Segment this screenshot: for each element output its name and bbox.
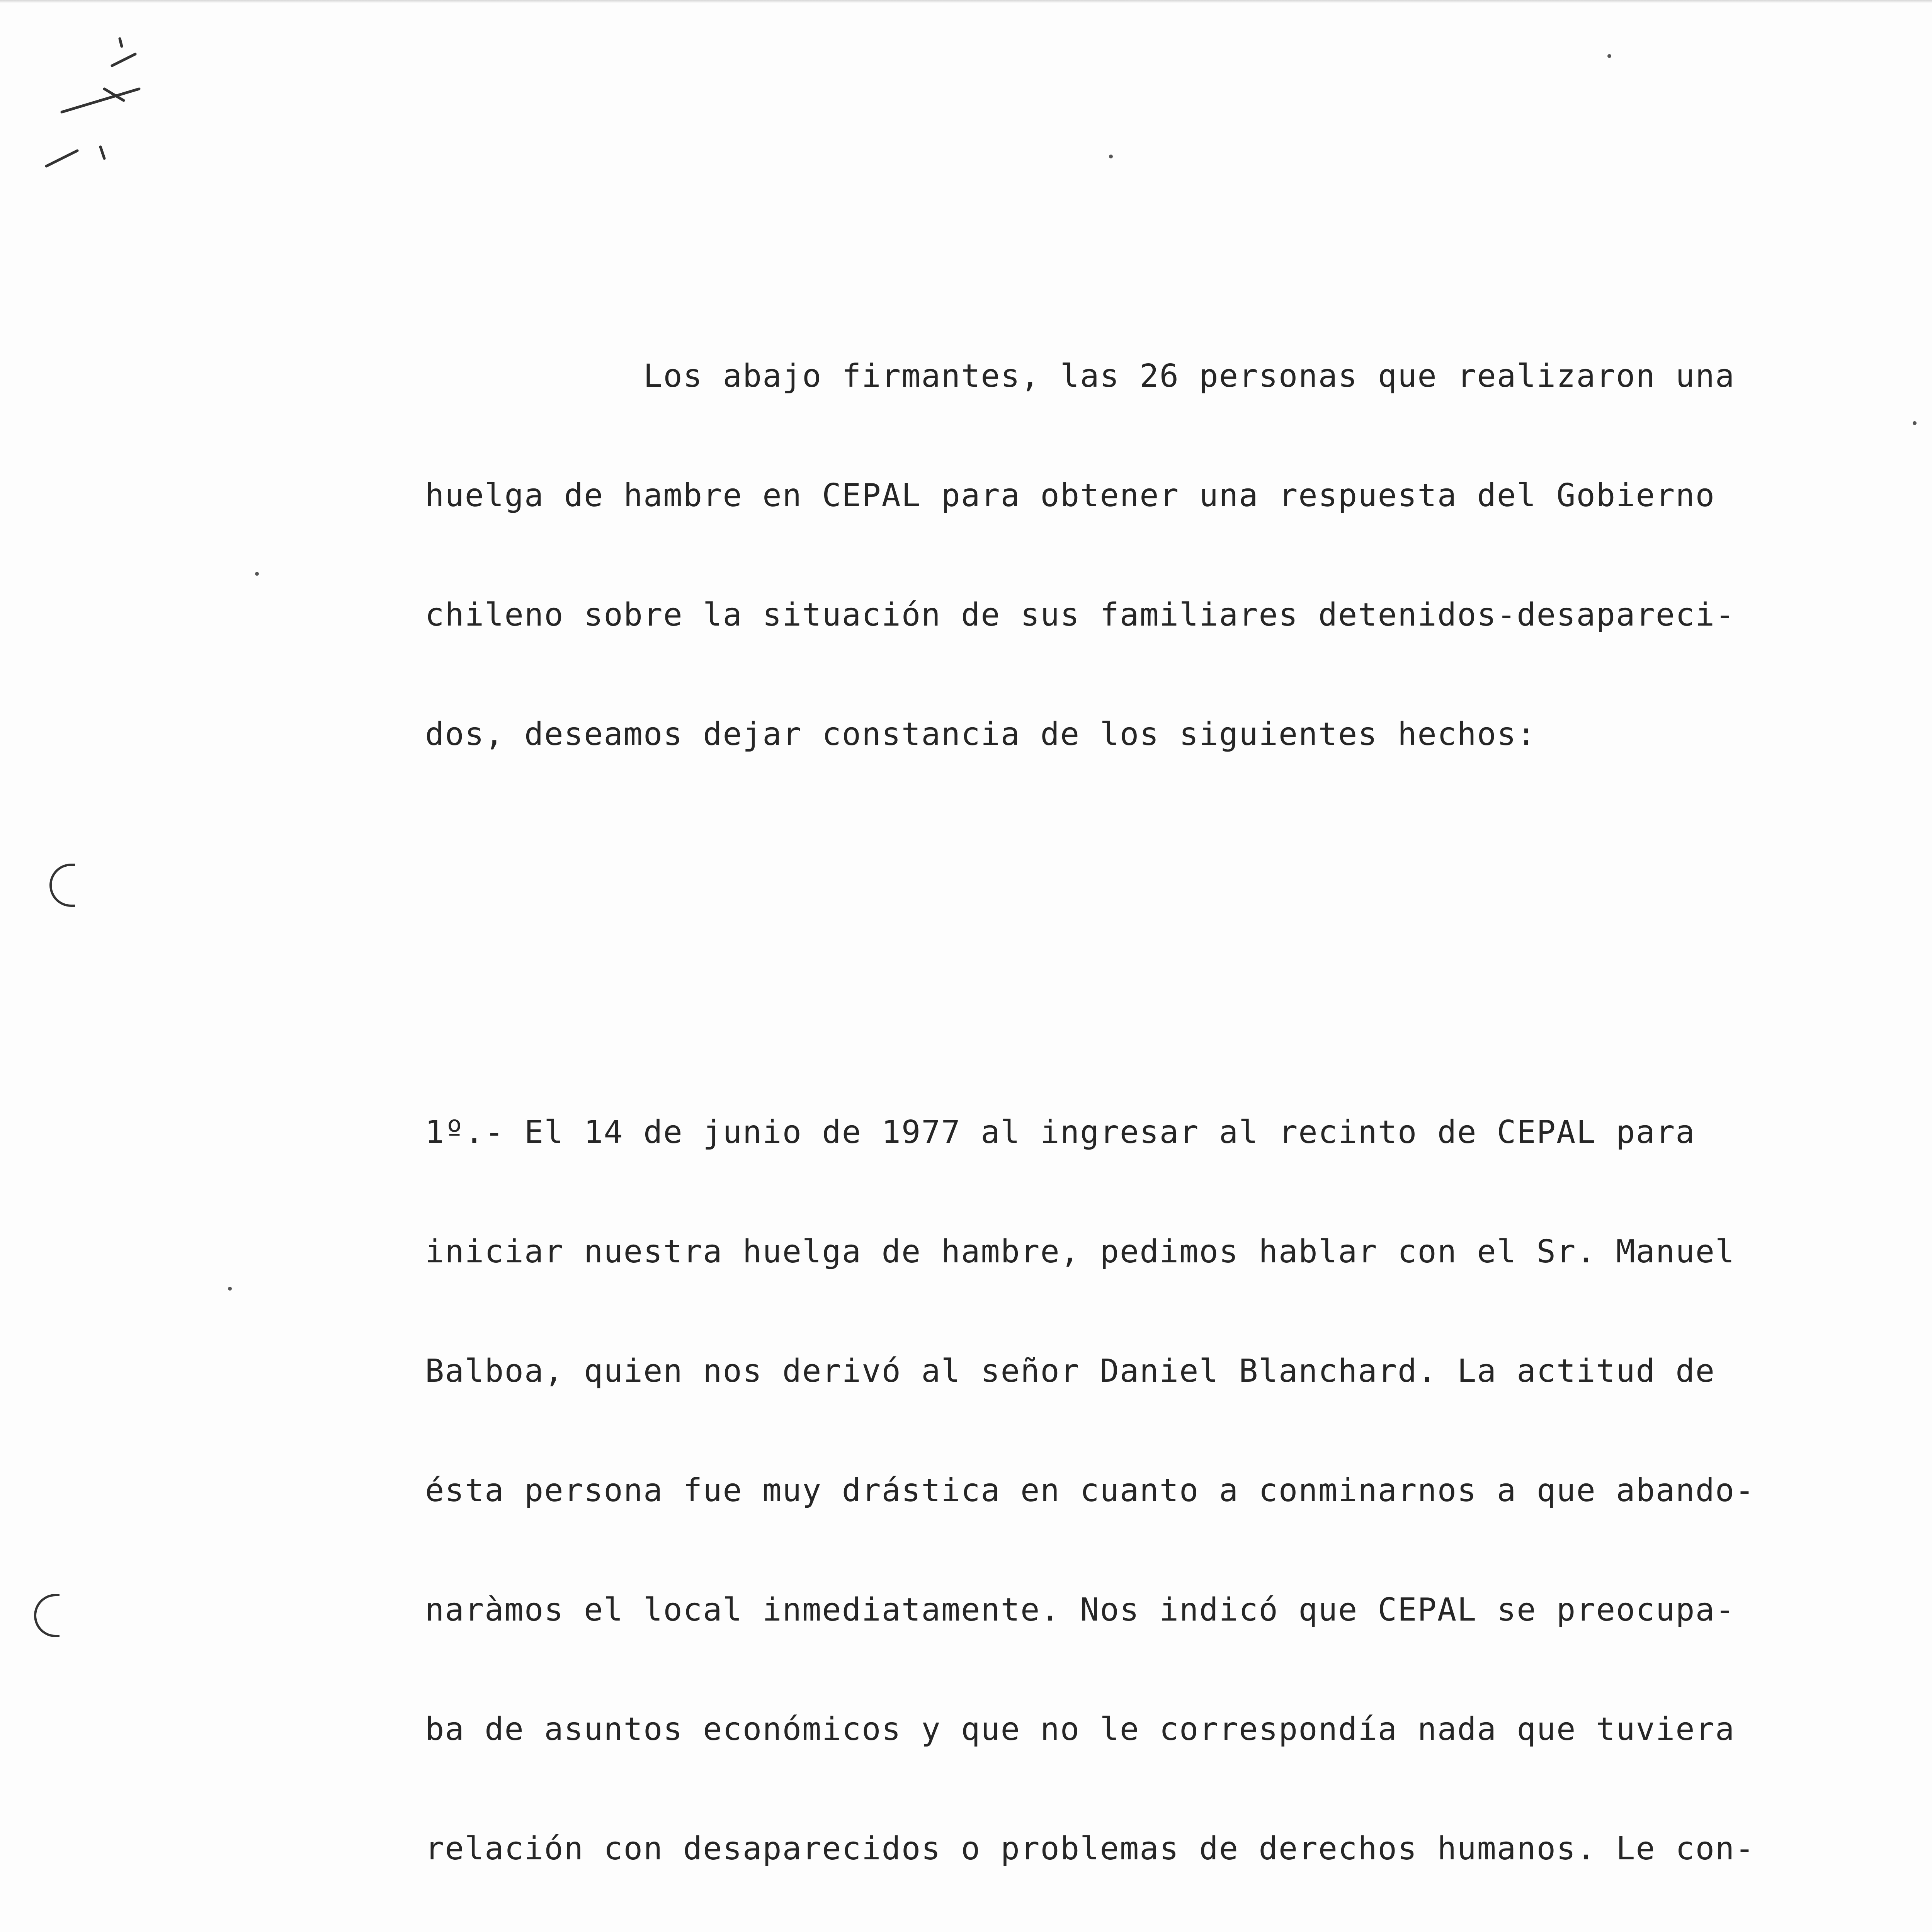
text-line: naràmos el local inmediatamente. Nos indicó que CEPAL se preocupa-	[425, 1592, 1735, 1628]
paragraph-intro	[425, 277, 1932, 834]
text-line: huelga de hambre en CEPAL para obtener una respuesta del Gobierno	[425, 477, 1715, 514]
pen-scribble-mark	[23, 31, 147, 170]
text-line: ésta persona fue muy drástica en cuanto a conminarnos a que abando-	[425, 1472, 1755, 1509]
letter-body	[425, 197, 1932, 1932]
scan-speck	[255, 572, 259, 576]
scan-speck	[228, 1287, 232, 1291]
text-line: chileno sobre la situación de sus familiares detenidos-desapareci-	[425, 597, 1735, 633]
scan-bracket-mark	[34, 1594, 60, 1637]
scan-bracket-mark	[49, 864, 75, 907]
paragraph-point-1	[425, 1033, 1932, 1932]
text-line: iniciar nuestra huelga de hambre, pedimos hablar con el Sr. Manuel	[425, 1233, 1735, 1270]
text-line: dos, deseamos dejar constancia de los siguientes hechos:	[425, 716, 1537, 753]
scan-speck	[1607, 54, 1611, 58]
scan-speck	[1109, 155, 1113, 158]
scan-top-edge	[0, 0, 1932, 3]
text-line: 1º.- El 14 de junio de 1977 al ingresar al recinto de CEPAL para	[425, 1114, 1696, 1151]
text-line: Los abajo firmantes, las 26 personas que realizaron una	[425, 358, 1735, 395]
text-line: ba de asuntos económicos y que no le correspondía nada que tuviera	[425, 1711, 1735, 1748]
text-line: Balboa, quien nos derivó al señor Daniel Blanchard. La actitud de	[425, 1353, 1715, 1389]
text-line: relación con desaparecidos o problemas de derechos humanos. Le con-	[425, 1830, 1755, 1867]
